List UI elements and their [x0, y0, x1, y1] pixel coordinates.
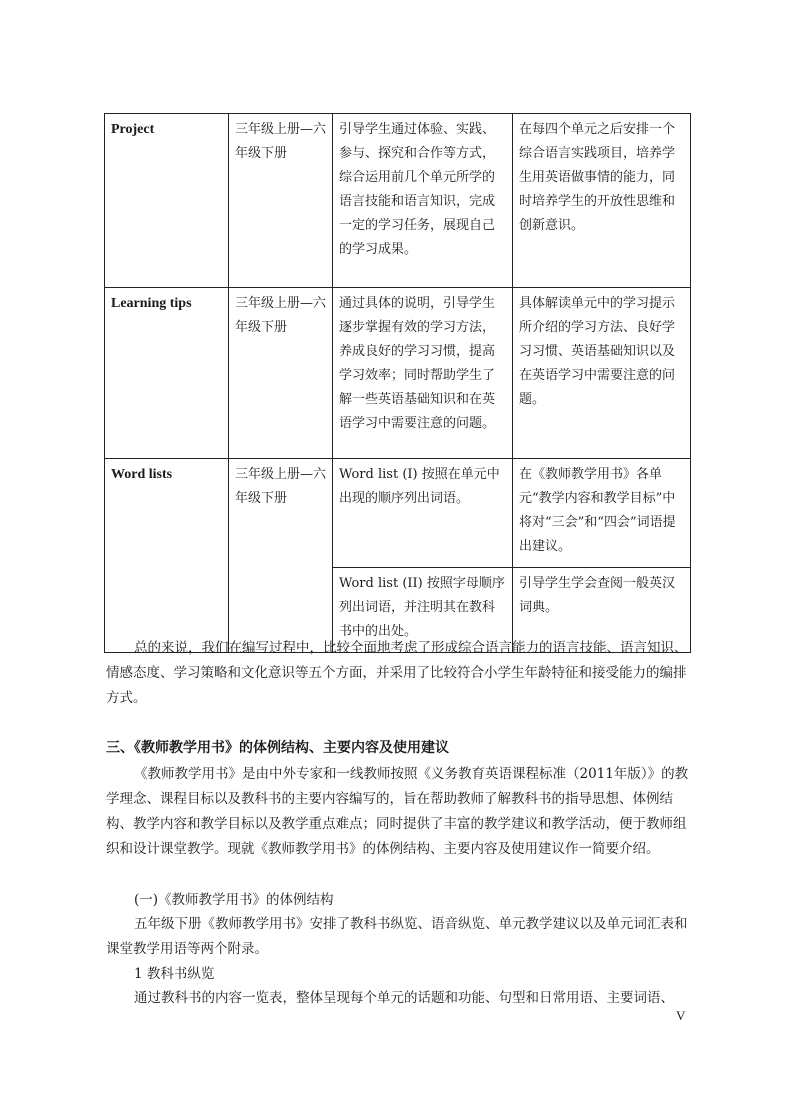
table-row-word-lists: [105, 459, 691, 568]
structure-paragraph: 五年级下册《教师教学用书》安排了教科书纵览、语音纵览、单元教学建议以及单元词汇表和课堂教学用语等两个附录。: [106, 916, 688, 957]
table-row-project: [105, 114, 691, 288]
grade-range-cell: 三年级上册—六年级下册: [229, 288, 333, 459]
purpose-cell: Word list (II) 按照字母顺序列出词语，并注明其在教科书中的出处。: [333, 568, 513, 653]
description-cell: 在《教师教学用书》各单元“教学内容和教学目标”中将对“三会”和“四会”词语提出建议。: [513, 459, 691, 568]
purpose-cell: 通过具体的说明，引导学生逐步掌握有效的学习方法，养成良好的学习习惯，提高学习效率；同时帮助学生了解一些英语基础知识和在英语学习中需要注意的问题。: [333, 288, 513, 459]
section-heading: 三、《教师教学用书》的体例结构、主要内容及使用建议: [106, 740, 449, 756]
summary-paragraph: 总的来说，我们在编写过程中，比较全面地考虑了形成综合语言能力的语言技能、语言知识、情感态度、学习策略和文化意识等五个方面，并采用了比较符合小学生年龄特征和接受能力的编排方式。: [106, 640, 688, 706]
grade-range-cell: 三年级上册—六年级下册: [229, 114, 333, 288]
description-cell: 引导学生学会查阅一般英汉词典。: [513, 568, 691, 653]
page-number: V: [676, 1008, 686, 1023]
description-cell: 具体解读单元中的学习提示所介绍的学习方法、良好学习习惯、英语基础知识以及在英语学习中需要注意的问题。: [513, 288, 691, 459]
item-paragraph: 通过教科书的内容一览表，整体呈现每个单元的话题和功能、句型和日常用语、主要词语、: [134, 990, 674, 1006]
feature-name-cell: Project: [105, 114, 229, 288]
purpose-cell: 引导学生通过体验、实践、参与、探究和合作等方式，综合运用前几个单元所学的语言技能和语言知识，完成一定的学习任务，展现自己的学习成果。: [333, 114, 513, 288]
feature-table: [104, 113, 691, 653]
purpose-cell: Word list (I) 按照在单元中出现的顺序列出词语。: [333, 459, 513, 568]
feature-name-cell: Word lists: [105, 459, 229, 653]
subsection-heading: (一)《教师教学用书》的体例结构: [134, 892, 334, 908]
item-heading: 1 教科书纵览: [134, 966, 215, 982]
intro-paragraph: 《教师教学用书》是由中外专家和一线教师按照《义务教育英语课程标准（2011年版）》的教学理念、课程目标以及教科书的主要内容编写的，旨在帮助教师了解教科书的指导思想、体例结构、教学内容和教学目标以及教学重点难点；同时提供了丰富的教学建议和教学活动，便于教师组织和设计课堂教学。现就《教师教学用书》的体例结构、主要内容及使用建议作一简要介绍。: [106, 766, 689, 857]
grade-range-cell: 三年级上册—六年级下册: [229, 459, 333, 653]
table-row-learning-tips: [105, 288, 691, 459]
feature-name-cell: Learning tips: [105, 288, 229, 459]
description-cell: 在每四个单元之后安排一个综合语言实践项目，培养学生用英语做事情的能力，同时培养学生的开放性思维和创新意识。: [513, 114, 691, 288]
